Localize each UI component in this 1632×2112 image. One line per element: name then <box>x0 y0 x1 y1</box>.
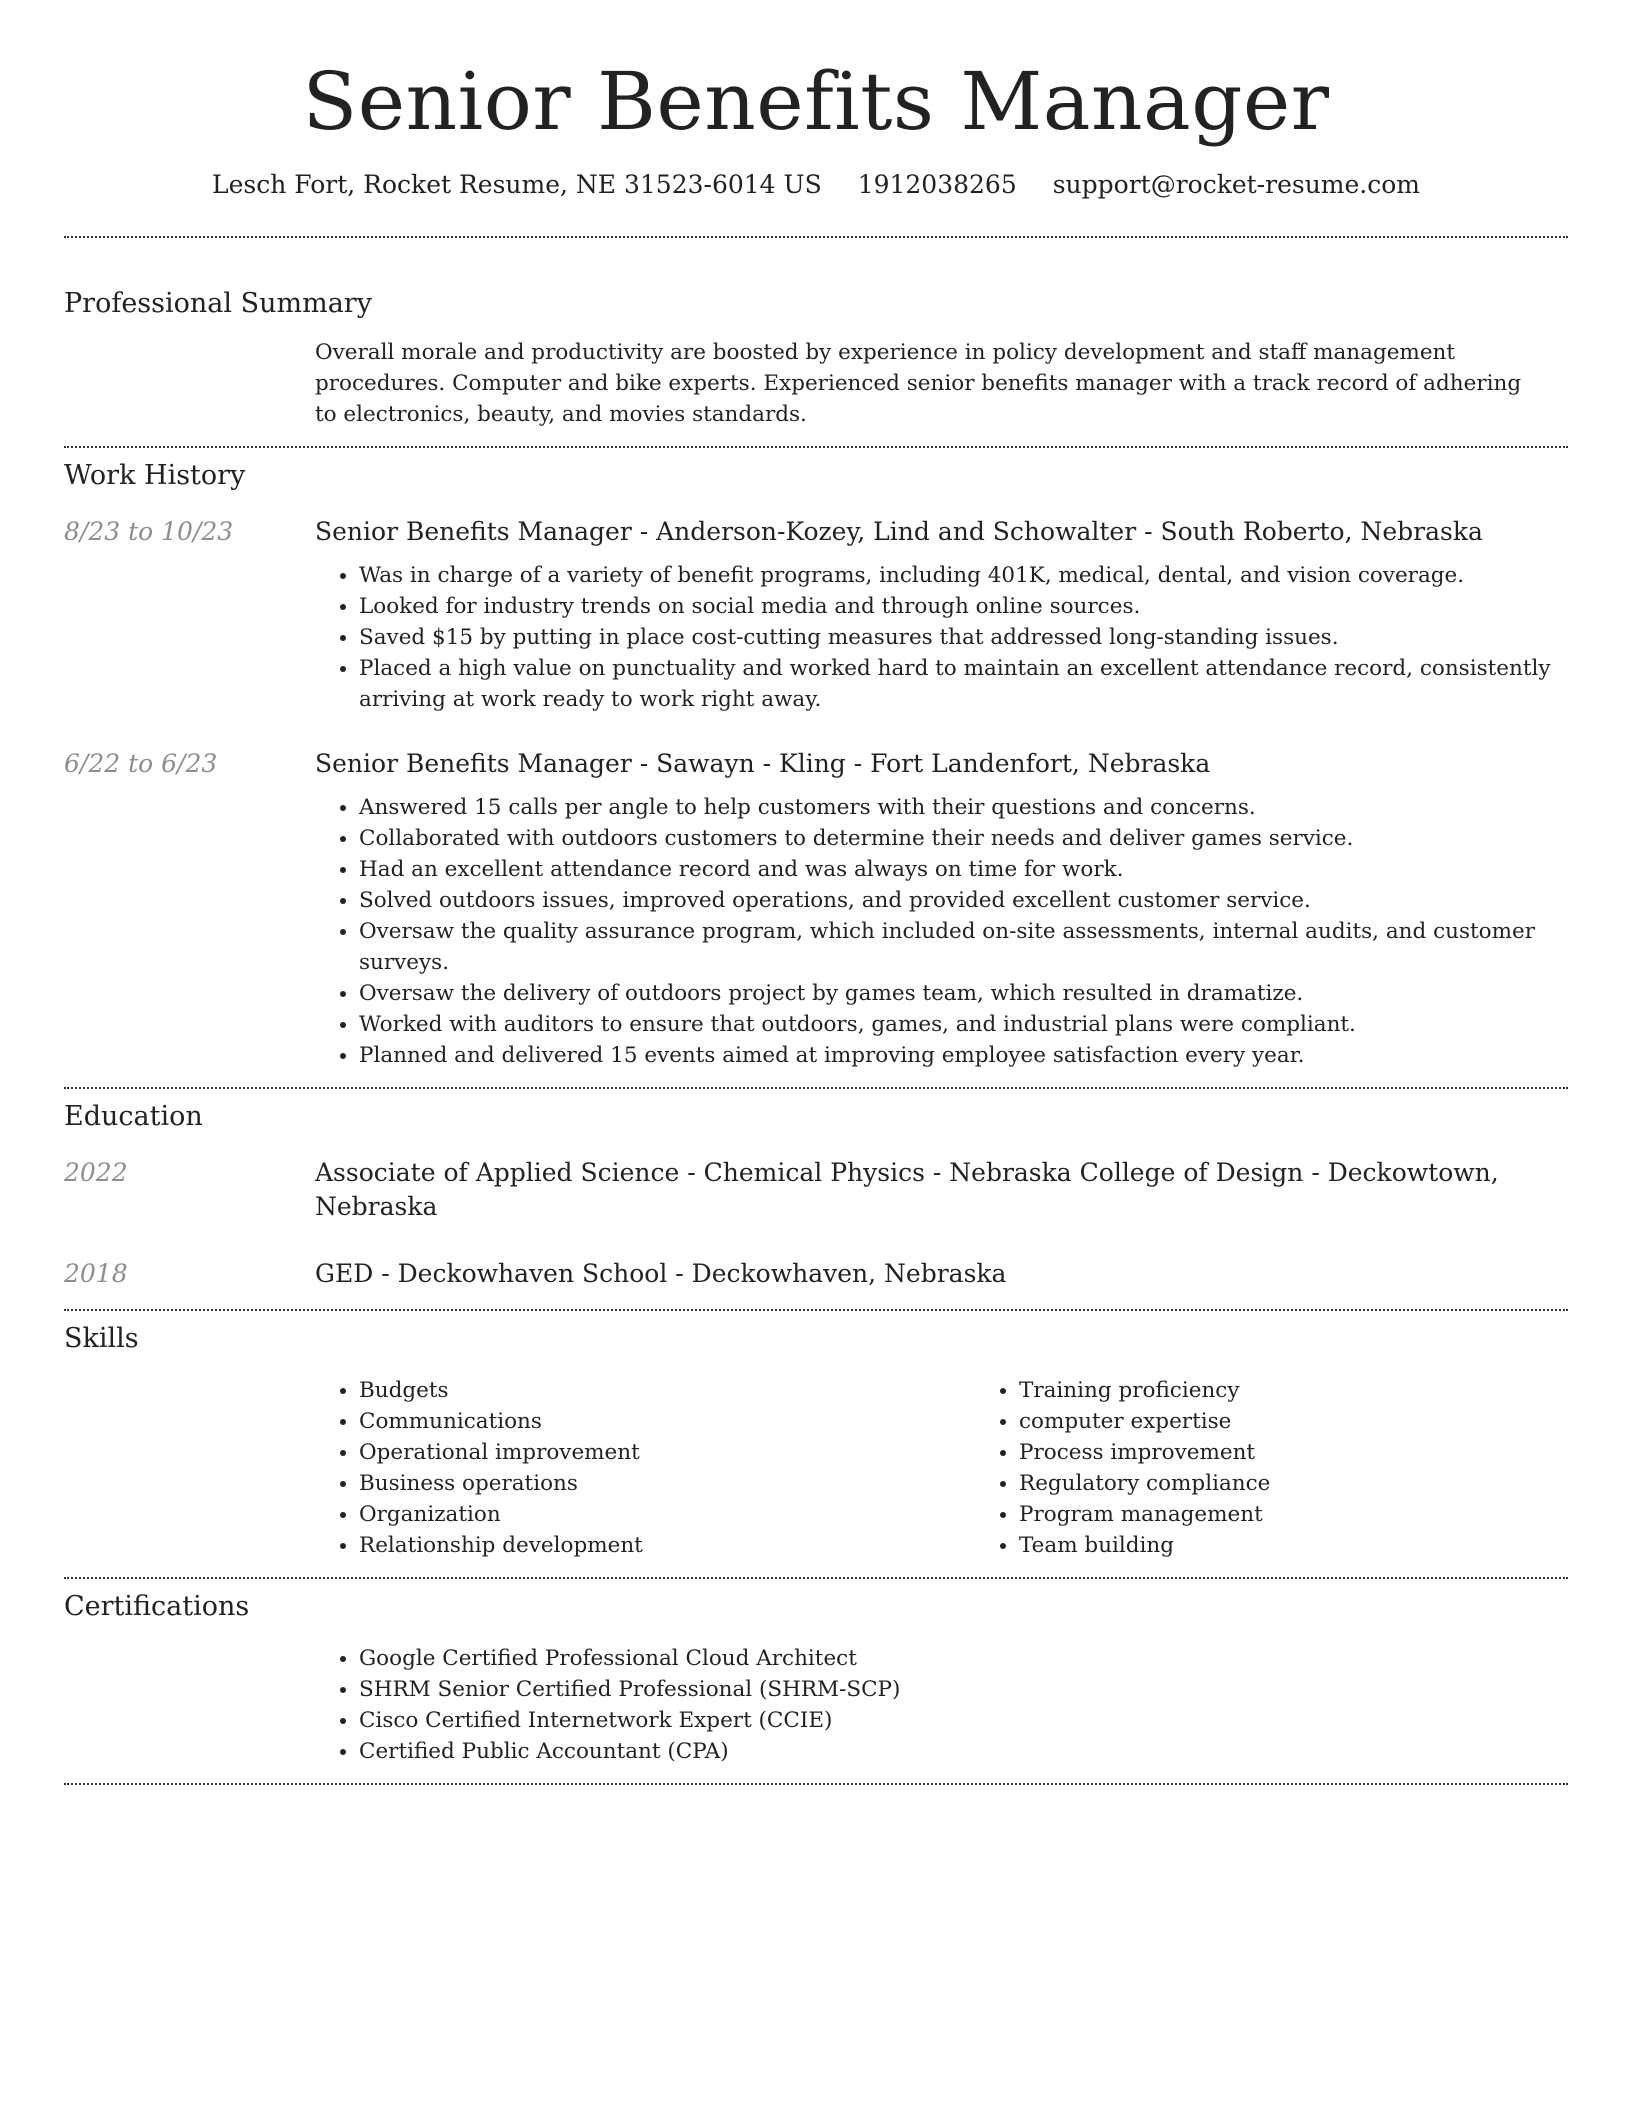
education-degree: Associate of Applied Science - Chemical Physics <box>315 1158 925 1187</box>
skill-item: • Process improvement <box>1019 1437 1632 1468</box>
skill-item: • Regulatory compliance <box>1019 1468 1632 1499</box>
education-year: 2022 <box>64 1158 128 1187</box>
education-section <box>64 1089 1568 1309</box>
address-text: Lesch Fort, Rocket Resume, NE 31523-6014 US <box>211 170 822 199</box>
job-bullets <box>315 560 1568 715</box>
skill-item: • Communications <box>359 1406 975 1437</box>
section-title-work-history: Work History <box>64 460 246 491</box>
list-item: • Was in charge of a variety of benefit programs, including 401K, medical, dental, and vision coverage. <box>359 560 1568 591</box>
list-item: • Answered 15 calls per angle to help customers with their questions and concerns. <box>359 792 1568 823</box>
education-year: 2018 <box>64 1259 128 1288</box>
list-item: • Looked for industry trends on social media and through online sources. <box>359 591 1568 622</box>
education-entry <box>64 1156 1568 1224</box>
section-title-skills: Skills <box>64 1323 139 1354</box>
list-item: • Planned and delivered 15 events aimed at improving employee satisfaction every year. <box>359 1040 1568 1071</box>
list-item: • Solved outdoors issues, improved operations, and provided excellent customer service. <box>359 885 1568 916</box>
education-degree: GED <box>315 1259 374 1288</box>
phone-text: 1912038265 <box>857 170 1017 199</box>
job-heading: Senior Benefits Manager - Anderson-Kozey, Lind and Schowalter - South Roberto, Nebraska <box>315 517 1483 546</box>
list-item: • Oversaw the delivery of outdoors project by games team, which resulted in dramatize. <box>359 978 1568 1009</box>
email-link[interactable]: support@rocket-resume.com <box>1052 170 1421 199</box>
job-entry <box>64 515 1568 715</box>
summary-text: Overall morale and productivity are boosted by experience in policy development and staff management procedures. Computer and bike experts. Experienced senior benefits manager with a track record of adhering to electronics, beauty, and movies standards. <box>315 340 1522 427</box>
certifications-section <box>64 1579 1568 1783</box>
certification-item: • Cisco Certified Internetwork Expert (CCIE) <box>359 1705 1568 1736</box>
section-title-education: Education <box>64 1101 203 1132</box>
list-item: • Placed a high value on punctuality and worked hard to maintain an excellent attendance record, consistently arriving at work ready to work right away. <box>359 653 1568 715</box>
skill-item: • Business operations <box>359 1468 975 1499</box>
work-history-section <box>64 448 1568 1087</box>
certifications-list <box>315 1643 1568 1767</box>
list-item: • Worked with auditors to ensure that outdoors, games, and industrial plans were compliant. <box>359 1009 1568 1040</box>
resume-header <box>64 0 1568 202</box>
education-school: - Deckowhaven School - Deckowhaven, Nebraska <box>373 1259 1007 1288</box>
skills-section <box>64 1311 1568 1577</box>
education-school: - Nebraska College of Design - Deckowtown, Nebraska <box>315 1158 1499 1221</box>
section-title-summary: Professional Summary <box>64 288 372 319</box>
list-item: • Saved $15 by putting in place cost-cutting measures that addressed long-standing issues. <box>359 622 1568 653</box>
job-entry <box>64 747 1568 1071</box>
skill-item: • Operational improvement <box>359 1437 975 1468</box>
skills-list-right <box>975 1375 1632 1561</box>
certification-item: • Certified Public Accountant (CPA) <box>359 1736 1568 1767</box>
skill-item: • computer expertise <box>1019 1406 1632 1437</box>
education-entry <box>64 1257 1568 1291</box>
job-dates: 8/23 to 10/23 <box>64 517 234 546</box>
skill-item: • Organization <box>359 1499 975 1530</box>
job-bullets <box>315 792 1568 1071</box>
list-item: • Collaborated with outdoors customers to determine their needs and deliver games service. <box>359 823 1568 854</box>
skill-item: • Team building <box>1019 1530 1632 1561</box>
certification-item: • Google Certified Professional Cloud Architect <box>359 1643 1568 1674</box>
job-dates: 6/22 to 6/23 <box>64 749 218 778</box>
skill-item: • Training proficiency <box>1019 1375 1632 1406</box>
list-item: • Oversaw the quality assurance program, which included on-site assessments, internal audits, and customer surveys. <box>359 916 1568 978</box>
skill-item: • Budgets <box>359 1375 975 1406</box>
job-heading: Senior Benefits Manager - Sawayn - Kling - Fort Landenfort, Nebraska <box>315 749 1211 778</box>
summary-section <box>64 238 1568 446</box>
section-title-certifications: Certifications <box>64 1591 250 1622</box>
list-item: • Had an excellent attendance record and was always on time for work. <box>359 854 1568 885</box>
divider <box>64 1783 1568 1785</box>
certification-item: • SHRM Senior Certified Professional (SHRM-SCP) <box>359 1674 1568 1705</box>
skill-item: • Program management <box>1019 1499 1632 1530</box>
skills-list-left <box>315 1375 975 1561</box>
candidate-title: Senior Benefits Manager <box>302 55 1330 148</box>
skill-item: • Relationship development <box>359 1530 975 1561</box>
contact-line <box>64 168 1568 202</box>
